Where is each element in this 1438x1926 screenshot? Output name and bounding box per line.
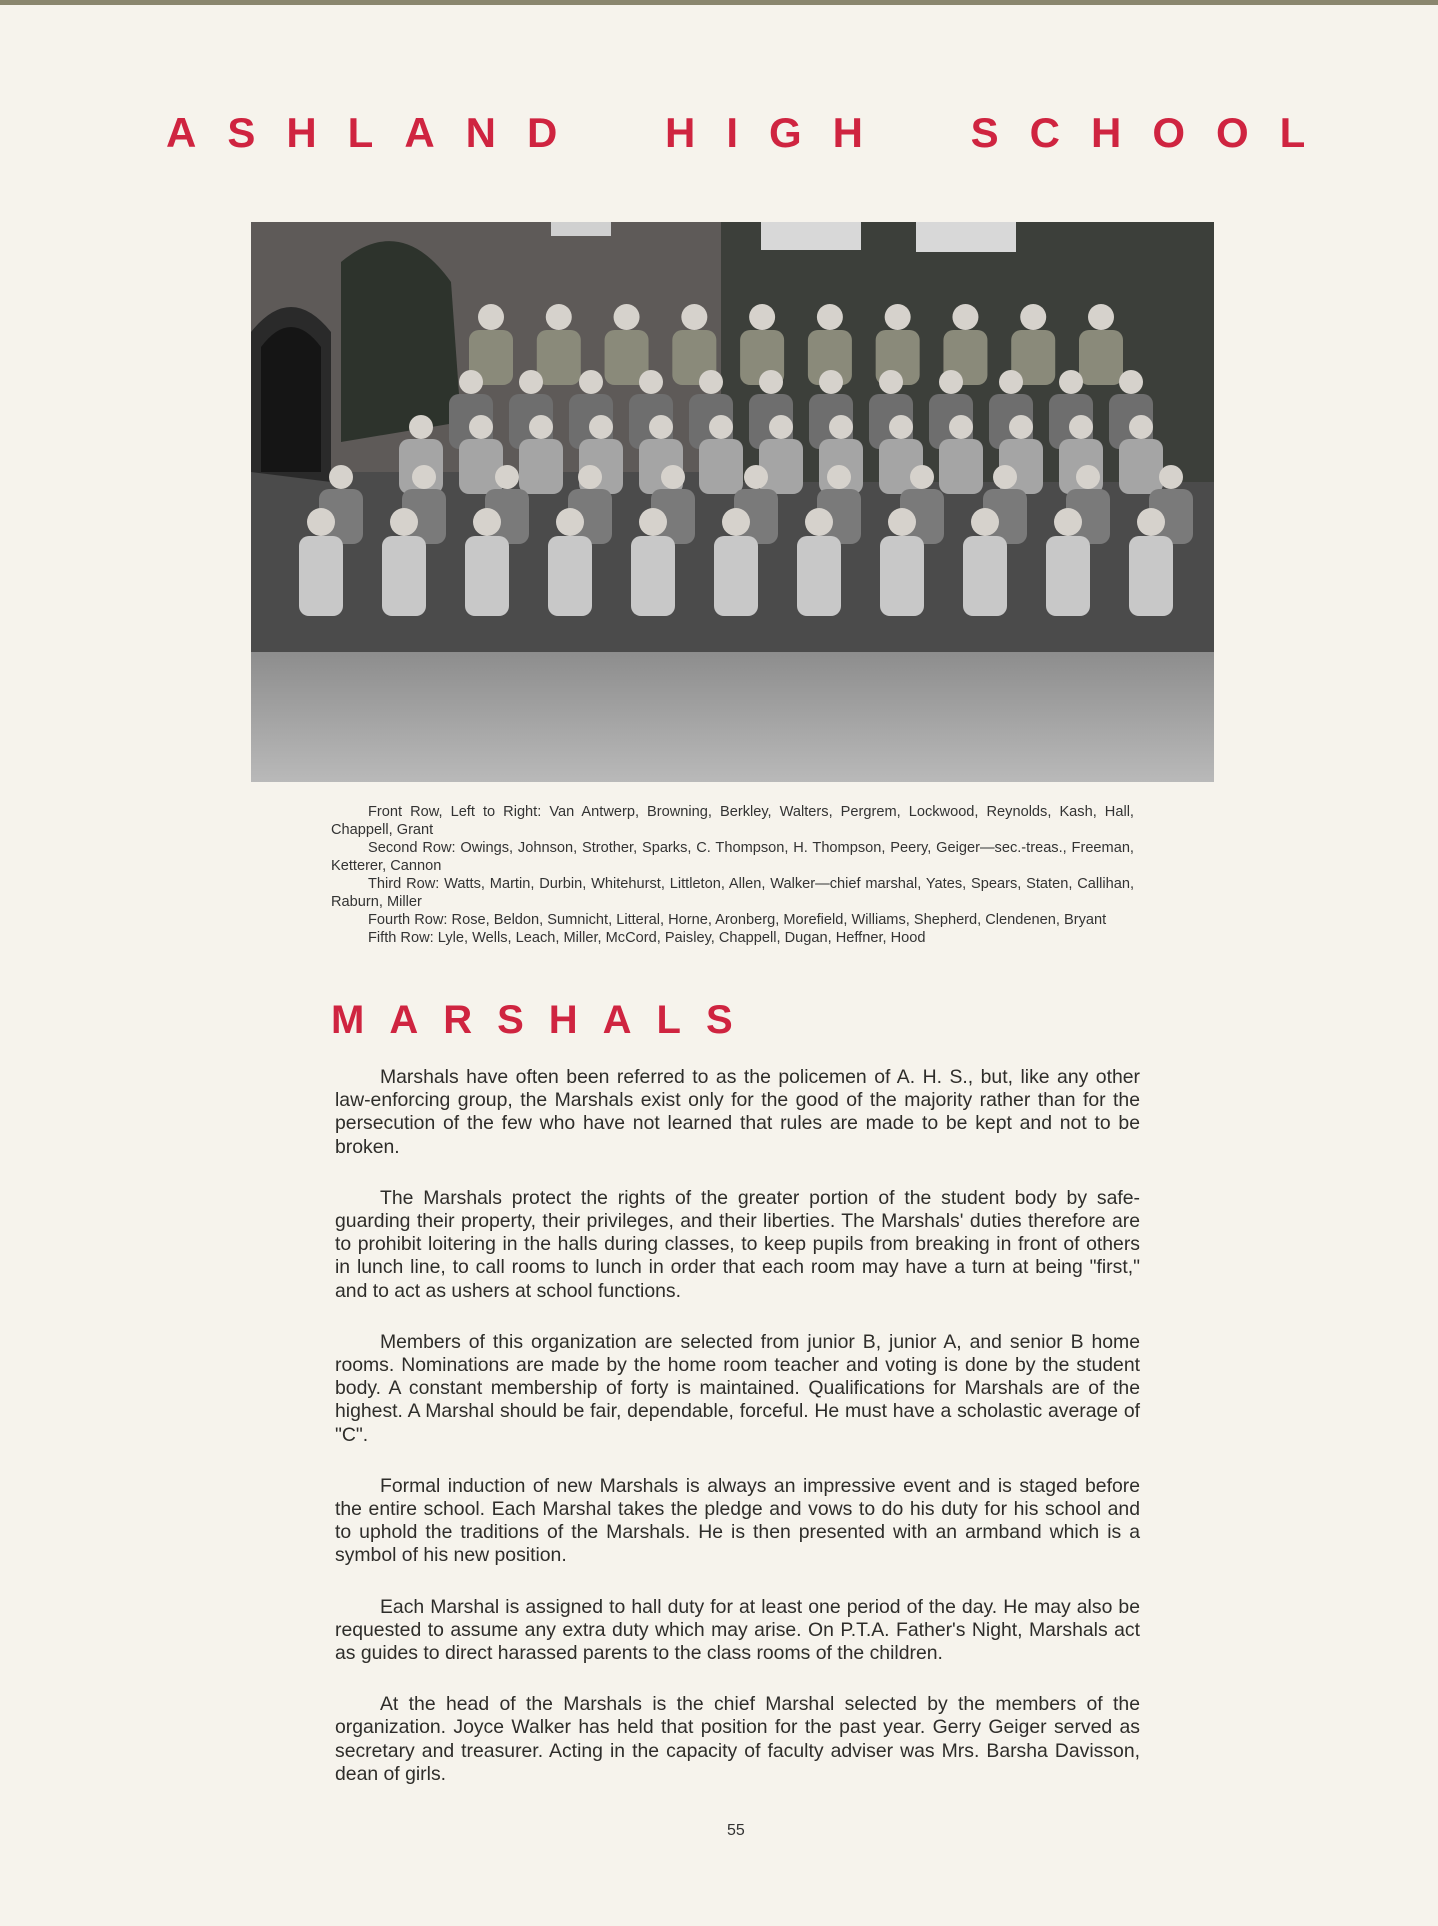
person-head [952,304,978,330]
person-head [722,508,750,536]
article-body [335,1066,1140,1814]
person-head [971,508,999,536]
person-head [409,415,433,439]
person-head [495,465,519,489]
person-body [714,536,758,616]
section-heading: MARSHALS [331,998,758,1042]
person-head [556,508,584,536]
person-head [578,465,602,489]
person-head [1069,415,1093,439]
person-head [817,304,843,330]
page-number: 55 [727,1822,745,1839]
person-head [519,370,543,394]
person-head [1129,415,1153,439]
person-head [661,465,685,489]
person-head [579,370,603,394]
person-head [759,370,783,394]
person-body [459,439,503,494]
group-photo [251,222,1214,782]
paragraph: Members of this organization are selected from junior B, junior A, and senior B home rooms. Nominations are made by the home room teacher and voting is done by the student body. A constant membership of forty is maintained. Qualifications for Marshals are of the highest. A Marshal should be fair, dependable, forceful. He must have a scholastic average of "C". [335,1330,1140,1446]
person-head [749,304,775,330]
person-body [1119,439,1163,494]
person-head [910,465,934,489]
person-head [939,370,963,394]
person-head [1054,508,1082,536]
person-head [1059,370,1083,394]
person-head [529,415,553,439]
person-head [649,415,673,439]
person-head [473,508,501,536]
person-head [307,508,335,536]
caption-row-front: Front Row, Left to Right: Van Antwerp, Browning, Berkley, Walters, Pergrem, Lockwood, Reynolds, Kash, Hall, Chappell, Grant [331,804,1134,838]
person-head [412,465,436,489]
paragraph: Marshals have often been referred to as the policemen of A. H. S., but, like any other law-enforcing group, the Marshals exist only for the good of the majority rather than for the persecution of the few who have not learned that rules are made to be kept and not to be broken. [335,1066,1140,1158]
person-head [993,465,1017,489]
person-head [1088,304,1114,330]
person-body [699,439,743,494]
person-head [827,465,851,489]
caption-row-fifth: Fifth Row: Lyle, Wells, Leach, Miller, McCord, Paisley, Chappell, Dugan, Heffner, Hood [368,930,926,946]
person-head [390,508,418,536]
person-head [1076,465,1100,489]
person-body [465,536,509,616]
page-title: ASHLAND HIGH SCHOOL [166,109,1337,156]
person-head [469,415,493,439]
person-head [546,304,572,330]
person-body [963,536,1007,616]
person-body [631,536,675,616]
person-head [614,304,640,330]
group-photo-image [251,222,1214,782]
person-head [744,465,768,489]
person-head [589,415,613,439]
person-head [879,370,903,394]
person-head [1159,465,1183,489]
person-head [819,370,843,394]
person-head [639,508,667,536]
person-head [699,370,723,394]
person-head [459,370,483,394]
person-body [548,536,592,616]
person-head [639,370,663,394]
person-head [1009,415,1033,439]
paragraph: At the head of the Marshals is the chief Marshal selected by the members of the organization. Joyce Walker has held that position for the past year. Gerry Geiger served as secretary and treasurer. Acting in the capacity of faculty adviser was Mrs. Barsha Davisson, dean of girls. [335,1693,1140,1785]
person-head [829,415,853,439]
person-head [888,508,916,536]
caption-row-third: Third Row: Watts, Martin, Durbin, Whitehurst, Littleton, Allen, Walker—chief marshal, Yates, Spears, Staten, Callihan, Raburn, Miller [331,876,1134,910]
photo-caption [331,803,1134,947]
person-body [1046,536,1090,616]
person-body [299,536,343,616]
person-head [329,465,353,489]
caption-row-second: Second Row: Owings, Johnson, Strother, Sparks, C. Thompson, H. Thompson, Peery, Geiger—sec.-treas., Freeman, Ketterer, Cannon [331,840,1134,874]
person-head [1020,304,1046,330]
person-head [1137,508,1165,536]
person-body [519,439,563,494]
person-head [805,508,833,536]
person-head [999,370,1023,394]
person-head [478,304,504,330]
person-body [1129,536,1173,616]
person-body [759,439,803,494]
person-body [537,330,581,385]
person-head [1119,370,1143,394]
person-body [1079,330,1123,385]
caption-row-fourth: Fourth Row: Rose, Beldon, Sumnicht, Litteral, Horne, Aronberg, Morefield, Williams, Shepherd, Clendenen, Bryant [368,912,1107,928]
person-head [949,415,973,439]
scan-edge [0,0,1438,5]
person-head [889,415,913,439]
person-head [885,304,911,330]
person-body [382,536,426,616]
paragraph: Formal induction of new Marshals is always an impressive event and is staged before the entire school. Each Marshal takes the pledge and vows to do his duty for his school and to uphold the traditions of the Marshals. He is then presented with an armband which is a symbol of his new position. [335,1474,1140,1567]
person-body [880,536,924,616]
person-head [709,415,733,439]
paragraph: The Marshals protect the rights of the greater portion of the student body by safe-guarding their property, their privileges, and their liberties. The Marshals' duties therefore are to prohibit loitering in the halls during classes, to keep pupils from breaking in front of others in lunch line, to call rooms to lunch in order that each room may have a turn at being "first," and to act as ushers at school functions. [335,1186,1140,1302]
person-head [769,415,793,439]
person-body [939,439,983,494]
person-head [681,304,707,330]
paragraph: Each Marshal is assigned to hall duty for at least one period of the day. He may also be requested to assume any extra duty which may arise. On P.T.A. Father's Night, Marshals act as guides to direct harassed parents to the class rooms of the children. [335,1595,1140,1665]
person-body [797,536,841,616]
